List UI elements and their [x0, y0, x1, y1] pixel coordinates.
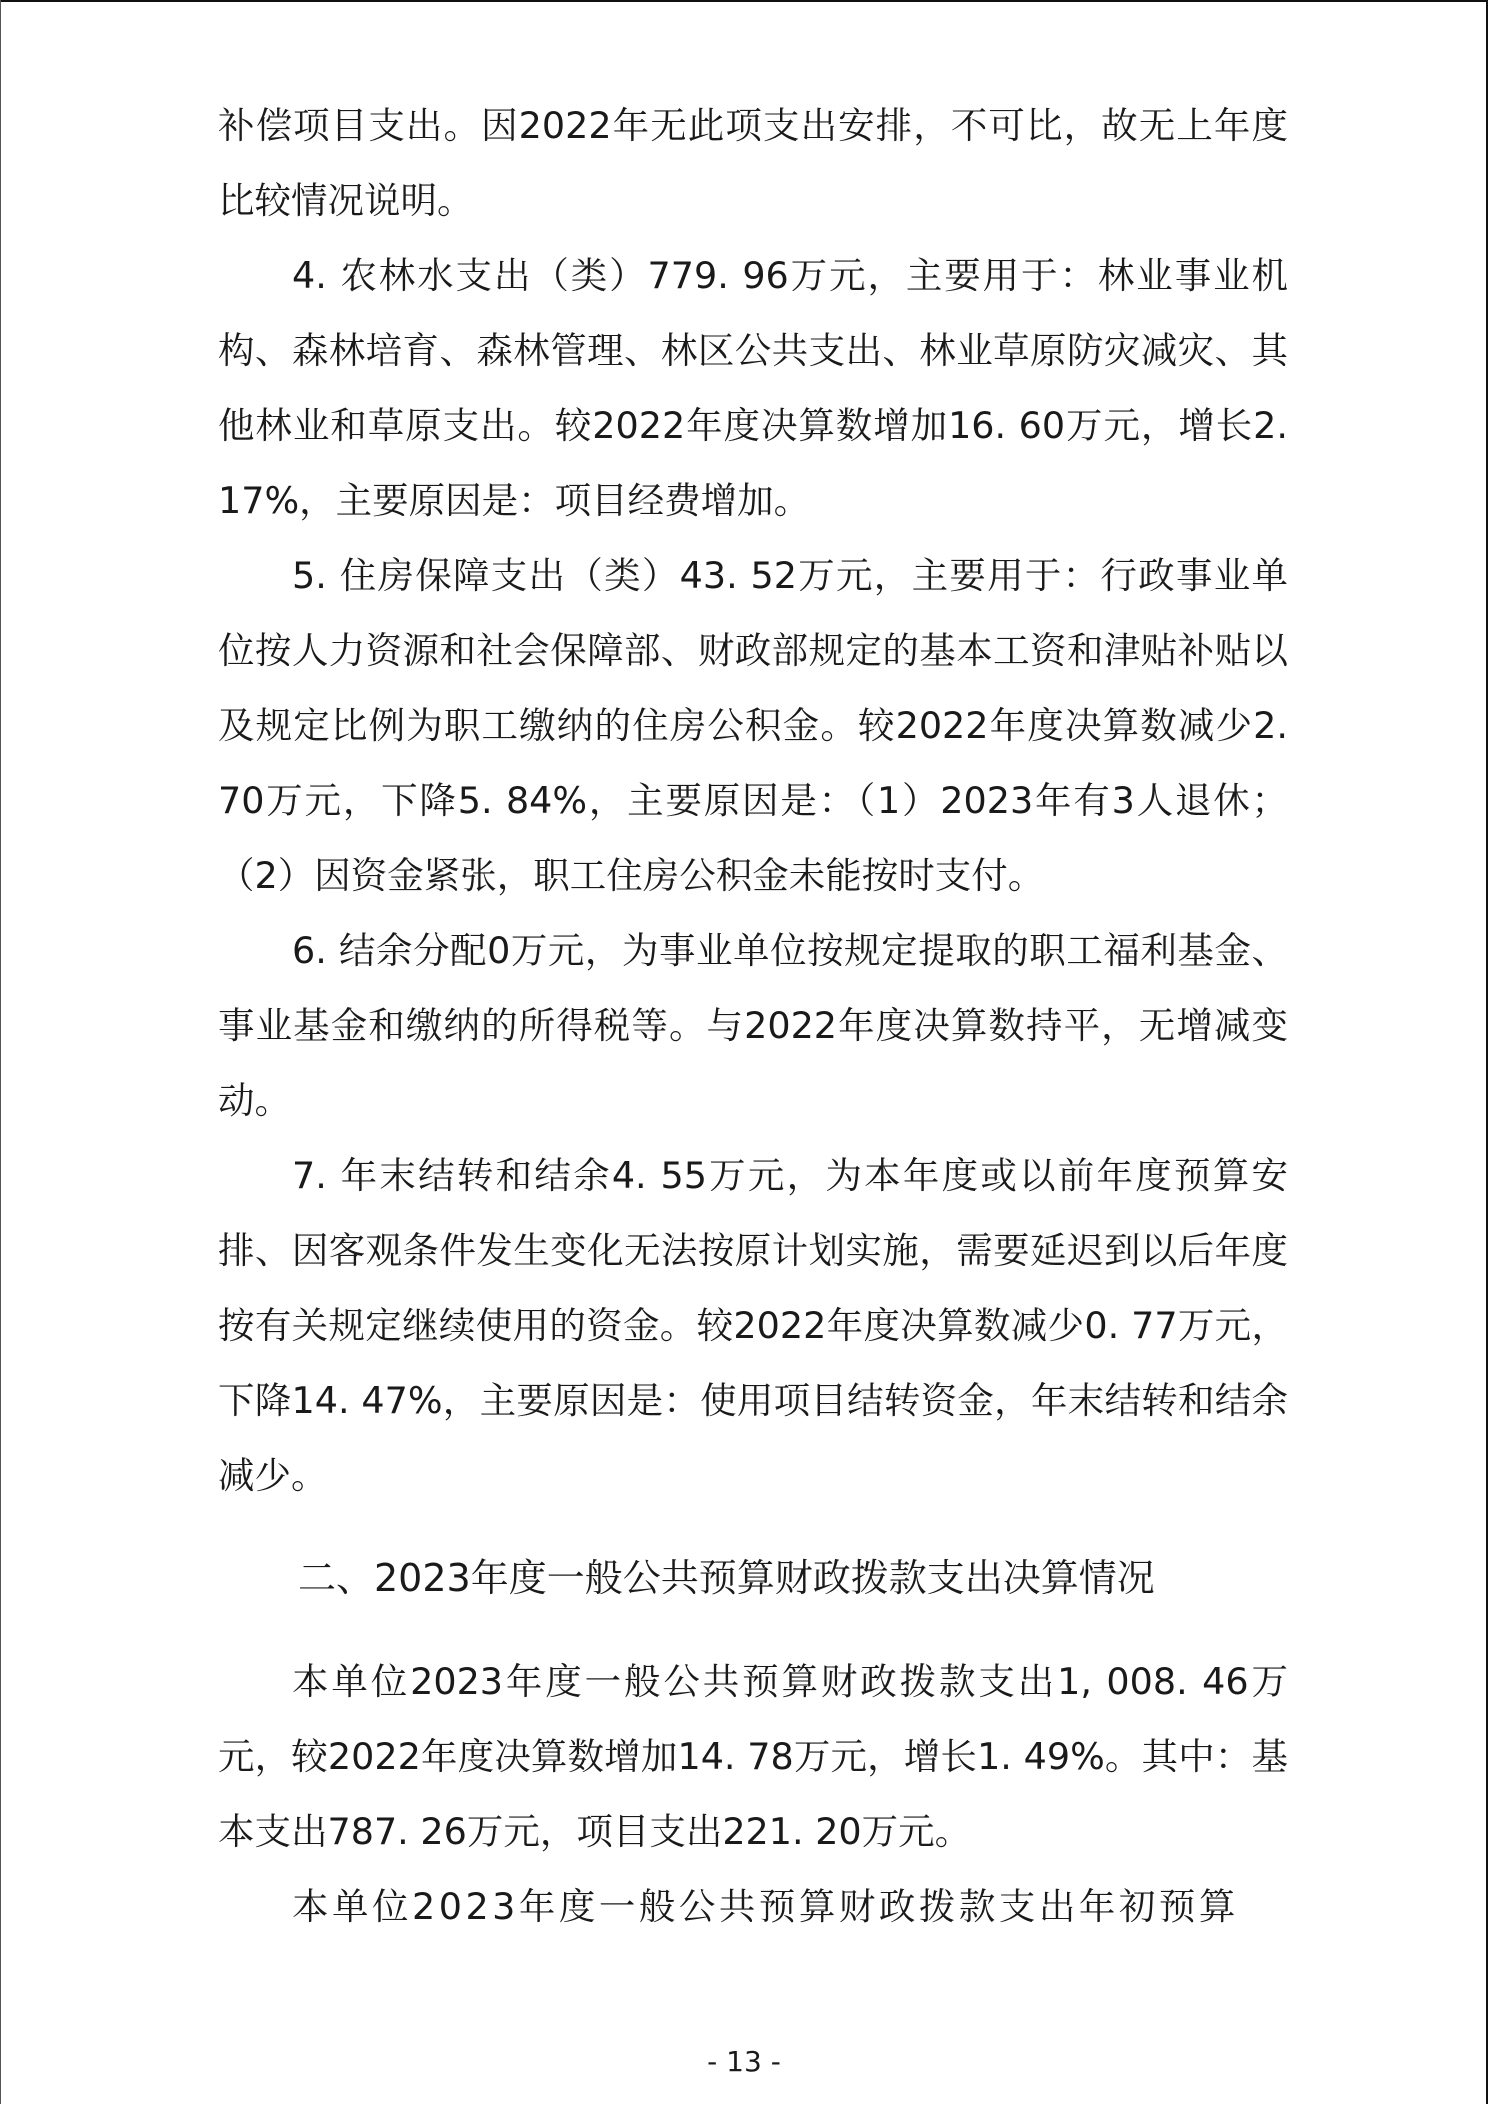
section-heading: 二、2023年度一般公共预算财政拨款支出决算情况	[298, 1556, 1155, 1600]
page-border-left	[0, 0, 1, 2104]
paragraph-agriculture-forestry-water: 4. 农林水支出（类）779. 96万元，主要用于：林业事业机构、森林培育、森林管理、林区公共支出、林业草原防灾减灾、其他林业和草原支出。较2022年度决算数增加16. 60万元，增长2. 17%，主要原因是：项目经费增加。	[218, 254, 1288, 522]
paragraph-housing-security: 5. 住房保障支出（类）43. 52万元，主要用于：行政事业单位按人力资源和社会保障部、财政部规定的基本工资和津贴补贴以及规定比例为职工缴纳的住房公积金。较2022年度决算数减少2. 70万元，下降5. 84%，主要原因是：（1）2023年有3人退休；（2）因资金紧张，职工住房公积金未能按时支付。	[218, 554, 1288, 897]
document-body	[218, 88, 1288, 1944]
paragraph-initial-budget: 本单位2023年度一般公共预算财政拨款支出年初预算	[292, 1885, 1239, 1928]
paragraph-surplus-distribution: 6. 结余分配0万元，为事业单位按规定提取的职工福利基金、事业基金和缴纳的所得税等。与2022年度决算数持平，无增减变动。	[218, 929, 1288, 1122]
page-border-top	[0, 0, 1488, 2]
paragraph-general-budget-expenditure: 本单位2023年度一般公共预算财政拨款支出1, 008. 46万元，较2022年度决算数增加14. 78万元，增长1. 49%。其中：基本支出787. 26万元，项目支出221. 20万元。	[218, 1660, 1288, 1853]
page-number: - 13 -	[707, 2045, 781, 2078]
paragraph-continuation: 补偿项目支出。因2022年无此项支出安排，不可比，故无上年度比较情况说明。	[218, 104, 1288, 222]
paragraph-year-end-carryover: 7. 年末结转和结余4. 55万元，为本年度或以前年度预算安排、因客观条件发生变化无法按原计划实施，需要延迟到以后年度按有关规定继续使用的资金。较2022年度决算数减少0. 77万元，下降14. 47%，主要原因是：使用项目结转资金，年末结转和结余减少。	[218, 1154, 1288, 1497]
